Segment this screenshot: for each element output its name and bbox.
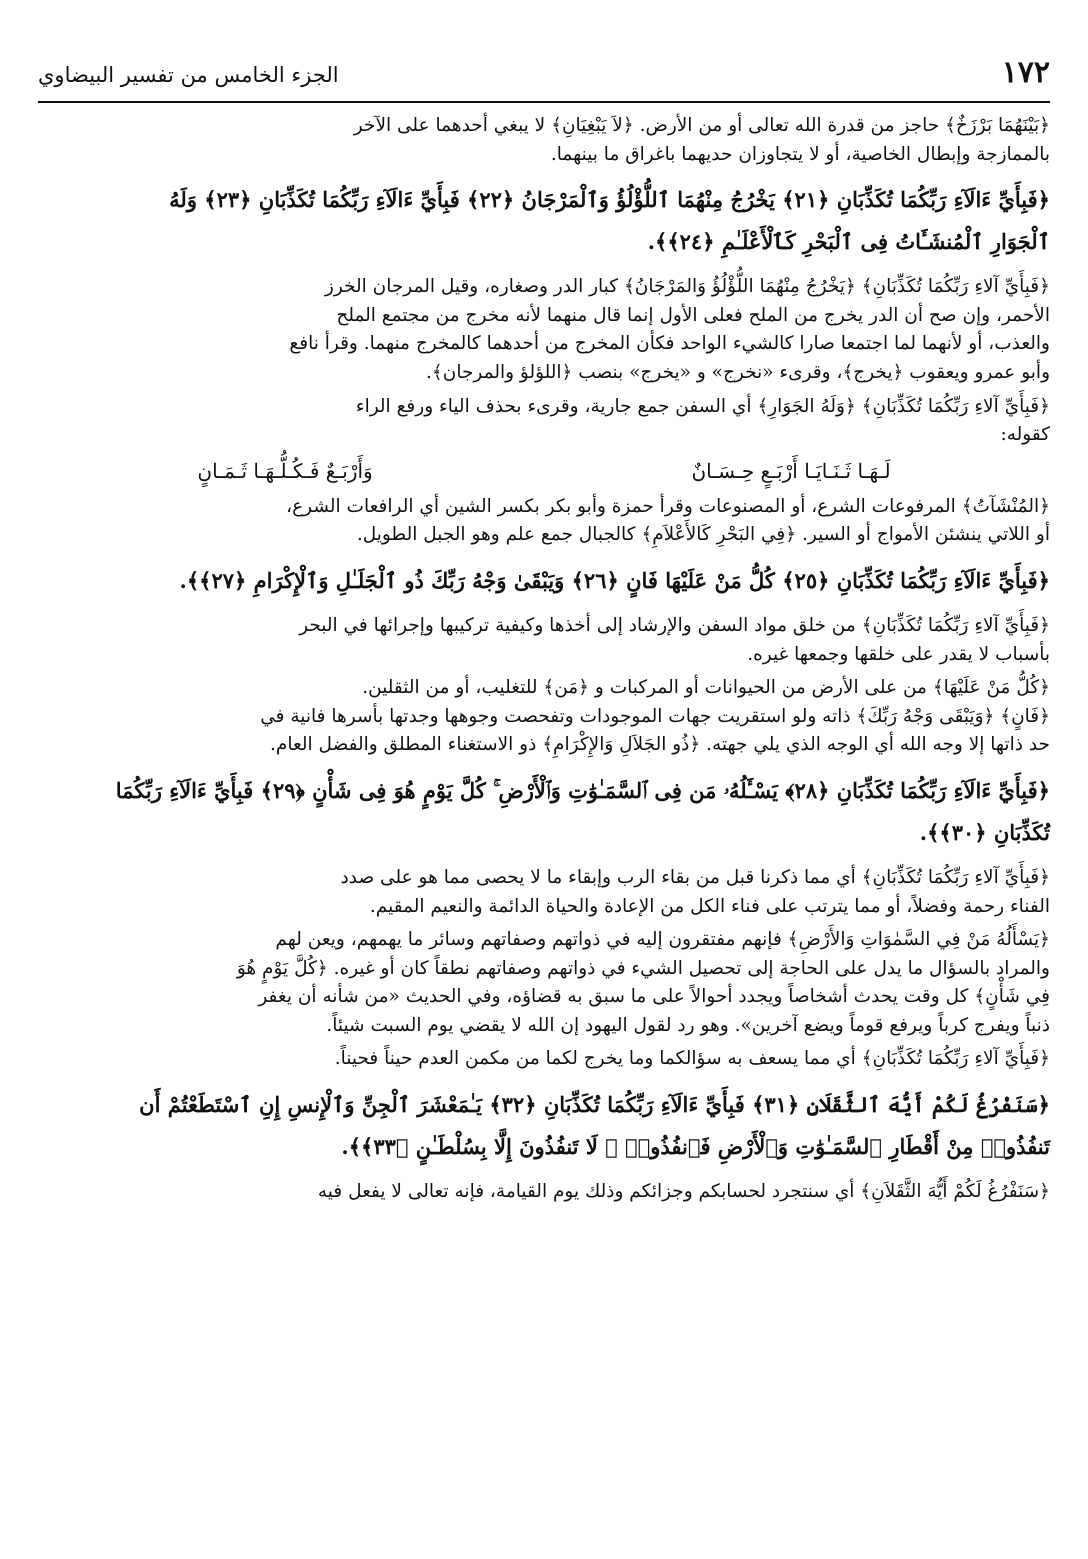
running-title: الجزء الخامس من تفسير البيضاوي [38, 63, 339, 87]
quran-verses: ﴿فَبِأَيِّ ءَالَآءِ رَبِّكُمَا تُكَذِّبَانِ ﴿٢١﴾ يَخْرُجُ مِنْهُمَا ٱللُّؤْلُؤُ وَٱلْمَرْجَانُ ﴿٢٢﴾ فَبِأَيِّ ءَالَآءِ رَبِّكُمَا تُكَذِّبَانِ ﴿٢٣﴾ وَلَهُ ٱلْجَوَارِ ٱلْمُنشَـَٔاتُ فِى ٱلْبَحْرِ كَٱلْأَعْلَـٰمِ ﴿٢٤﴾﴾. [169, 187, 1050, 255]
quran-verses: ﴿فَبِأَيِّ ءَالَآءِ رَبِّكُمَا تُكَذِّبَانِ ﴿٢٥﴾ كُلُّ مَنْ عَلَيْهَا فَانٍ ﴿٢٦﴾ وَيَبْقَىٰ وَجْهُ رَبِّكَ ذُو ٱلْجَلَـٰلِ وَٱلْإِكْرَامِ ﴿٢٧﴾﴾. [179, 567, 1050, 593]
quran-verses: ﴿فَبِأَيِّ ءَالَآءِ رَبِّكُمَا تُكَذِّبَانِ ﴿٢٨﴾ يَسْـَٔلُهُۥ مَن فِى ٱلسَّمَـٰوَٰتِ وَٱلْأَرْضِ ۚ كُلَّ يَوْمٍ هُوَ فِى شَأْنٍ ﴿٢٩﴾ فَبِأَيِّ ءَالَآءِ رَبِّكُمَا تُكَذِّبَانِ ﴿٣٠﴾﴾. [115, 777, 1050, 845]
commentary-paragraph: ﴿فَبِأَيِّ آلاءِ رَبِّكُمَا تُكَذِّبَانِ﴾ أي مما يسعف به سؤالكما وما يخرج لكما من مكمن العدم حيناً فحيناً. [334, 1048, 1050, 1070]
commentary-paragraph: ﴿المُنْشَآتُ﴾ المرفوعات الشرع، أو المصنوعات وقرأ حمزة وأبو بكر بكسر الشين أي الرافعات الشرع، أو اللاتي ينشئن الأمواج أو السير. ﴿فِي البَحْرِ كَالأَعْلاَمِ﴾ كالجبال جمع علم وهو الجبل الطويل. [286, 495, 1050, 546]
commentary-paragraph: ﴿كُلُّ مَنْ عَلَيْهَا﴾ من على الأرض من الحيوانات أو المركبات و ﴿مَن﴾ للتغليب، أو من الثقلين. ﴿فَانٍ﴾ ﴿وَيَبْقَى وَجْهُ رَبِّكَ﴾ ذاته ولو استقريت جهات الموجودات وتفحصت وجوهها وجدتها بأسرها فانية في حد ذاتها إلا وجه الله أي الوجه الذي يلي جهته. ﴿ذُو الجَلاَلِ وَالإِكْرَامِ﴾ ذو الاستغناء المطلق والفضل العام. [260, 677, 1050, 756]
commentary-paragraph: ﴿فَبِأَيِّ آلاءِ رَبِّكُمَا تُكَذِّبَانِ﴾ من خلق مواد السفن والإرشاد إلى أخذها وكيفية تركيبها وإجرائها في البحر بأسباب لا يقدر على خلقها وجمعها غيره. [299, 614, 1050, 665]
commentary-paragraph: ﴿يَسْأَلُهُ مَنْ فِي السَّمٰوَاتِ وَالأَرْضِ﴾ فإنهم مفتقرون إليه في ذواتهم وصفاتهم وسائر ما يهمهم، ويعن لهم والمراد بالسؤال ما يدل على الحاجة إلى تحصيل الشيء في ذواتهم وصفاتهم نطقاً كان أو غيره. ﴿كُلَّ يَوْمٍ هُوَ فِي شَأْنٍ﴾ كل وقت يحدث أشخاصاً ويجدد أحوالاً على ما سبق به قضاؤه، وفي الحديث «من شأنه أن يغفر ذنباً ويفرج كرباً ويرفع قوماً ويضع آخرين». وهو رد لقول اليهود إن الله لا يقضي يوم السبت شيئاً. [236, 929, 1050, 1036]
commentary-paragraph: ﴿بَيْنَهُمَا بَرْزَخٌ﴾ حاجز من قدرة الله تعالى أو من الأرض. ﴿لاَ يَبْغِيَانِ﴾ لا يبغي أحدهما على الآخر بالممازجة وإبطال الخاصية، أو لا يتجاوزان حديهما باغراق ما بينهما. [353, 115, 1050, 165]
verse-second-hemistich: وَأَرْبَـعٌ فَـكُـلُّـهَـا ثَـمَـانٍ [197, 458, 373, 483]
commentary-paragraph: ﴿فَبِأَيِّ آلاءِ رَبِّكُمَا تُكَذِّبَانِ﴾ أي مما ذكرنا قبل من بقاء الرب وإبقاء ما لا يحصى مما هو على صدد الفناء رحمة وفضلاً، أو مما يترتب على فناء الكل من الإعادة والحياة الدائمة والنعيم المقيم. [340, 866, 1050, 917]
commentary-paragraph: ﴿فَبِأَيِّ آلاءِ رَبِّكُمَا تُكَذِّبَانِ﴾ ﴿يَخْرُجُ مِنْهُمَا اللُّؤْلُؤُ وَالمَرْجَانُ﴾ كبار الدر وصغاره، وقيل المرجان الخرز الأحمر، وإن صح أن الدر يخرج من الملح فعلى الأول إنما قال منهما لأنه مخرج من مجتمع الملح والعذب، أو لأنهما لما اجتمعا صارا كالشيء الواحد فكأن المخرج من أحدهما كالمخرج منهما. وقرأ نافع وأبو عمرو ويعقوب ﴿يخرج﴾، وقرىء «نخرج» و «يخرج» بنصب ﴿اللؤلؤ والمرجان﴾. [289, 276, 1050, 383]
commentary-paragraph: ﴿سَنَفْرُغُ لَكُمْ أَيُّهَ الثَّقَلاَنِ﴾ أي سنتجرد لحسابكم وجزائكم وذلك يوم القيامة، فإنه تعالى لا يفعل فيه [317, 1181, 1050, 1203]
poetry-verse [38, 455, 1050, 487]
commentary-paragraph: ﴿فَبِأَيِّ آلاءِ رَبِّكُمَا تُكَذِّبَانِ﴾ ﴿وَلَهُ الجَوَارِ﴾ أي السفن جمع جارية، وقرىء بحذف الياء ورفع الراء كقوله: [355, 395, 1050, 446]
page-number: ١٧٢ [1001, 55, 1050, 90]
page-body [38, 112, 1050, 1212]
quran-verses: ﴿سَنَفْرُغُ لَكُمْ أَيُّهَ ٱلثَّقَلَانِ ﴿٣١﴾ فَبِأَيِّ ءَالَآءِ رَبِّكُمَا تُكَذِّبَانِ ﴿٣٢﴾ يَـٰمَعْشَرَ ٱلْجِنِّ وَٱلْإِنسِ إِنِ ٱسْتَطَعْتُمْ أَن تَنفُذُوا۟ مِنْ أَقْطَارِ ٱلسَّمَـٰوَٰتِ وَٱلْأَرْضِ فَٱنفُذُوا۟ ۚ لَا تَنفُذُونَ إِلَّا بِسُلْطَـٰنٍ ﴿٣٣﴾﴾. [139, 1092, 1050, 1160]
verse-first-hemistich: لَـهَـا ثَـنَـايَـا أَرْبَـعٍ حِـسَـانٌ [691, 458, 891, 483]
page-header [38, 55, 1050, 103]
